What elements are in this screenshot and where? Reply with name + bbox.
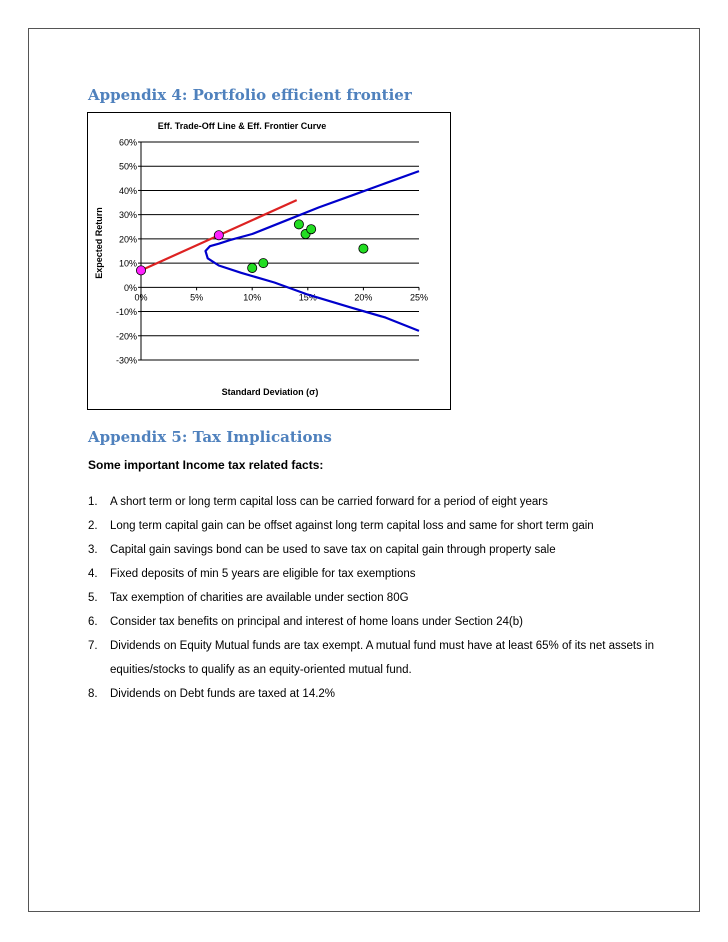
appendix-5-heading: Appendix 5: Tax Implications [88, 428, 332, 446]
chart-title: Eff. Trade-Off Line & Eff. Frontier Curve [157, 121, 327, 131]
tax-fact-number: 5. [88, 592, 98, 604]
y-tick-label: 30% [118, 210, 137, 221]
tax-fact-number: 3. [88, 544, 98, 556]
x-tick-label: 25% [409, 292, 429, 303]
x-tick-label: 20% [354, 292, 373, 303]
asset-point [359, 244, 368, 253]
efficient-frontier-curve [206, 171, 420, 331]
asset-point [294, 220, 303, 229]
y-tick-label: 40% [118, 185, 137, 196]
tax-fact-item [88, 682, 688, 706]
y-tick-label: 50% [118, 161, 137, 172]
tax-fact-item [88, 634, 688, 682]
tax-fact-item [88, 610, 688, 634]
tax-fact-item [88, 514, 688, 538]
tax-fact-text: Long term capital gain can be offset against long term capital loss and same for short term gain [110, 520, 594, 532]
asset-point [307, 225, 316, 234]
tax-fact-item [88, 490, 688, 514]
asset-point [248, 263, 257, 272]
tax-fact-number: 8. [88, 688, 98, 700]
x-tick-label: 10% [243, 292, 262, 303]
tax-fact-item [88, 562, 688, 586]
portfolio-point [214, 231, 223, 240]
tax-fact-text: Consider tax benefits on principal and interest of home loans under Section 24(b) [110, 616, 523, 628]
portfolio-point [136, 266, 145, 275]
asset-point [259, 259, 268, 268]
x-tick-label: 15% [298, 292, 317, 303]
tax-fact-text: Capital gain savings bond can be used to save tax on capital gain through property sale [110, 544, 556, 556]
y-tick-label: -20% [115, 331, 137, 342]
tax-fact-text: Fixed deposits of min 5 years are eligible for tax exemptions [110, 568, 416, 580]
chart-canvas [88, 113, 452, 411]
y-tick-label: 10% [118, 258, 137, 269]
x-axis-label: Standard Deviation (σ) [221, 387, 319, 397]
y-tick-label: 60% [118, 137, 137, 148]
tax-fact-number: 2. [88, 520, 98, 532]
tax-facts-list [88, 490, 688, 706]
tax-fact-text: Tax exemption of charities are available under section 80G [110, 592, 409, 604]
x-tick-label: 0% [134, 292, 148, 303]
y-tick-label: -10% [115, 307, 137, 318]
tax-fact-item [88, 538, 688, 562]
tax-facts-subtitle: Some important Income tax related facts: [88, 458, 324, 472]
tax-fact-number: 4. [88, 568, 98, 580]
x-tick-label: 5% [190, 292, 204, 303]
y-tick-label: 0% [123, 282, 137, 293]
tax-fact-number: 7. [88, 640, 98, 652]
tax-fact-text: Dividends on Equity Mutual funds are tax exempt. A mutual fund must have at least 65% of its net assets in equities/stocks to qualify as an equity-oriented mutual fund. [110, 640, 654, 676]
tax-fact-number: 1. [88, 496, 98, 508]
y-tick-label: -30% [115, 355, 137, 366]
y-axis-label: Expected Return [94, 207, 104, 279]
efficient-frontier-chart [87, 112, 451, 410]
y-tick-label: 20% [118, 234, 137, 245]
tax-fact-text: A short term or long term capital loss can be carried forward for a period of eight years [110, 496, 548, 508]
tax-fact-number: 6. [88, 616, 98, 628]
tax-fact-text: Dividends on Debt funds are taxed at 14.2% [110, 688, 336, 700]
tax-fact-item [88, 586, 688, 610]
appendix-4-heading: Appendix 4: Portfolio efficient frontier [88, 86, 412, 104]
